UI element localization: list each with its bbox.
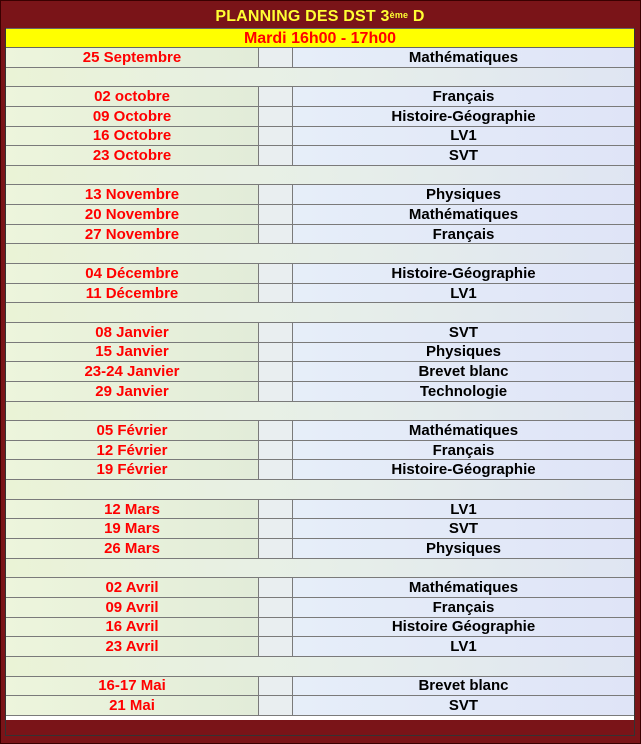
date-cell: 13 Novembre bbox=[6, 185, 259, 204]
empty-cell bbox=[259, 677, 293, 696]
separator-row bbox=[6, 244, 634, 264]
empty-cell bbox=[259, 264, 293, 283]
date-cell: 21 Mai bbox=[6, 696, 259, 715]
empty-cell bbox=[259, 343, 293, 362]
date-cell: 23 Octobre bbox=[6, 146, 259, 165]
subject-cell: Mathématiques bbox=[293, 48, 634, 67]
empty-cell bbox=[259, 323, 293, 342]
date-cell: 29 Janvier bbox=[6, 382, 259, 401]
empty-cell bbox=[259, 696, 293, 715]
table-row bbox=[6, 48, 634, 68]
empty-cell bbox=[259, 421, 293, 440]
empty-cell bbox=[259, 185, 293, 204]
date-cell: 02 octobre bbox=[6, 87, 259, 106]
empty-cell bbox=[259, 284, 293, 303]
subject-cell: LV1 bbox=[293, 637, 634, 656]
subject-cell: Brevet blanc bbox=[293, 362, 634, 381]
date-cell: 19 Mars bbox=[6, 519, 259, 538]
title-end: D bbox=[408, 8, 425, 25]
table-row bbox=[6, 284, 634, 304]
table-row bbox=[6, 264, 634, 284]
subject-cell: Physiques bbox=[293, 539, 634, 558]
table-row bbox=[6, 323, 634, 343]
subject-cell: Brevet blanc bbox=[293, 677, 634, 696]
schedule-subtitle: Mardi 16h00 - 17h00 bbox=[6, 28, 634, 48]
date-cell: 20 Novembre bbox=[6, 205, 259, 224]
separator-row bbox=[6, 303, 634, 323]
empty-cell bbox=[259, 460, 293, 479]
subject-cell: Technologie bbox=[293, 382, 634, 401]
separator-row bbox=[6, 657, 634, 677]
table-row bbox=[6, 618, 634, 638]
table-row bbox=[6, 519, 634, 539]
table-row bbox=[6, 127, 634, 147]
subject-cell: SVT bbox=[293, 146, 634, 165]
subject-cell: Français bbox=[293, 225, 634, 244]
subject-cell: Histoire-Géographie bbox=[293, 264, 634, 283]
date-cell: 04 Décembre bbox=[6, 264, 259, 283]
table-row bbox=[6, 205, 634, 225]
separator-row bbox=[6, 166, 634, 186]
table-row bbox=[6, 460, 634, 480]
date-cell: 16 Octobre bbox=[6, 127, 259, 146]
date-cell: 05 Février bbox=[6, 421, 259, 440]
empty-cell bbox=[259, 48, 293, 67]
date-cell: 16 Avril bbox=[6, 618, 259, 637]
table-row bbox=[6, 225, 634, 245]
table-row bbox=[6, 185, 634, 205]
subject-cell: Mathématiques bbox=[293, 421, 634, 440]
date-cell: 09 Octobre bbox=[6, 107, 259, 126]
date-cell: 15 Janvier bbox=[6, 343, 259, 362]
empty-cell bbox=[259, 539, 293, 558]
empty-cell bbox=[259, 598, 293, 617]
date-cell: 16-17 Mai bbox=[6, 677, 259, 696]
empty-cell bbox=[259, 205, 293, 224]
empty-cell bbox=[259, 382, 293, 401]
date-cell: 19 Février bbox=[6, 460, 259, 479]
empty-cell bbox=[259, 362, 293, 381]
date-cell: 25 Septembre bbox=[6, 48, 259, 67]
table-row bbox=[6, 107, 634, 127]
table-row bbox=[6, 696, 634, 716]
subject-cell: LV1 bbox=[293, 284, 634, 303]
subject-cell: Histoire Géographie bbox=[293, 618, 634, 637]
table-row bbox=[6, 637, 634, 657]
title-main: PLANNING DES DST 3 bbox=[215, 8, 390, 25]
footer-bar bbox=[6, 720, 634, 735]
empty-cell bbox=[259, 637, 293, 656]
subject-cell: LV1 bbox=[293, 127, 634, 146]
empty-cell bbox=[259, 519, 293, 538]
empty-cell bbox=[259, 127, 293, 146]
subject-cell: Mathématiques bbox=[293, 578, 634, 597]
subject-cell: Histoire-Géographie bbox=[293, 107, 634, 126]
subject-cell: SVT bbox=[293, 519, 634, 538]
empty-cell bbox=[259, 578, 293, 597]
subject-cell: Physiques bbox=[293, 185, 634, 204]
separator-row bbox=[6, 68, 634, 88]
subject-cell: Français bbox=[293, 598, 634, 617]
subject-cell: Histoire-Géographie bbox=[293, 460, 634, 479]
date-cell: 26 Mars bbox=[6, 539, 259, 558]
date-cell: 27 Novembre bbox=[6, 225, 259, 244]
table-row bbox=[6, 362, 634, 382]
schedule-table bbox=[6, 48, 634, 716]
date-cell: 02 Avril bbox=[6, 578, 259, 597]
table-row bbox=[6, 421, 634, 441]
date-cell: 12 Mars bbox=[6, 500, 259, 519]
empty-cell bbox=[259, 107, 293, 126]
separator-row bbox=[6, 480, 634, 500]
date-cell: 09 Avril bbox=[6, 598, 259, 617]
date-cell: 23 Avril bbox=[6, 637, 259, 656]
empty-cell bbox=[259, 146, 293, 165]
date-cell: 23-24 Janvier bbox=[6, 362, 259, 381]
table-row bbox=[6, 343, 634, 363]
empty-cell bbox=[259, 500, 293, 519]
table-row bbox=[6, 578, 634, 598]
empty-cell bbox=[259, 87, 293, 106]
table-row bbox=[6, 539, 634, 559]
date-cell: 12 Février bbox=[6, 441, 259, 460]
separator-row bbox=[6, 559, 634, 579]
subject-cell: Français bbox=[293, 441, 634, 460]
subject-cell: Physiques bbox=[293, 343, 634, 362]
subject-cell: SVT bbox=[293, 696, 634, 715]
separator-row bbox=[6, 402, 634, 422]
subject-cell: Français bbox=[293, 87, 634, 106]
empty-cell bbox=[259, 618, 293, 637]
table-row bbox=[6, 598, 634, 618]
empty-cell bbox=[259, 441, 293, 460]
subject-cell: Mathématiques bbox=[293, 205, 634, 224]
table-row bbox=[6, 441, 634, 461]
table-row bbox=[6, 146, 634, 166]
schedule-title bbox=[5, 6, 635, 28]
date-cell: 08 Janvier bbox=[6, 323, 259, 342]
empty-cell bbox=[259, 225, 293, 244]
subject-cell: LV1 bbox=[293, 500, 634, 519]
date-cell: 11 Décembre bbox=[6, 284, 259, 303]
table-row bbox=[6, 87, 634, 107]
title-superscript: ème bbox=[389, 10, 409, 20]
table-row bbox=[6, 677, 634, 697]
table-row bbox=[6, 500, 634, 520]
table-row bbox=[6, 382, 634, 402]
subject-cell: SVT bbox=[293, 323, 634, 342]
